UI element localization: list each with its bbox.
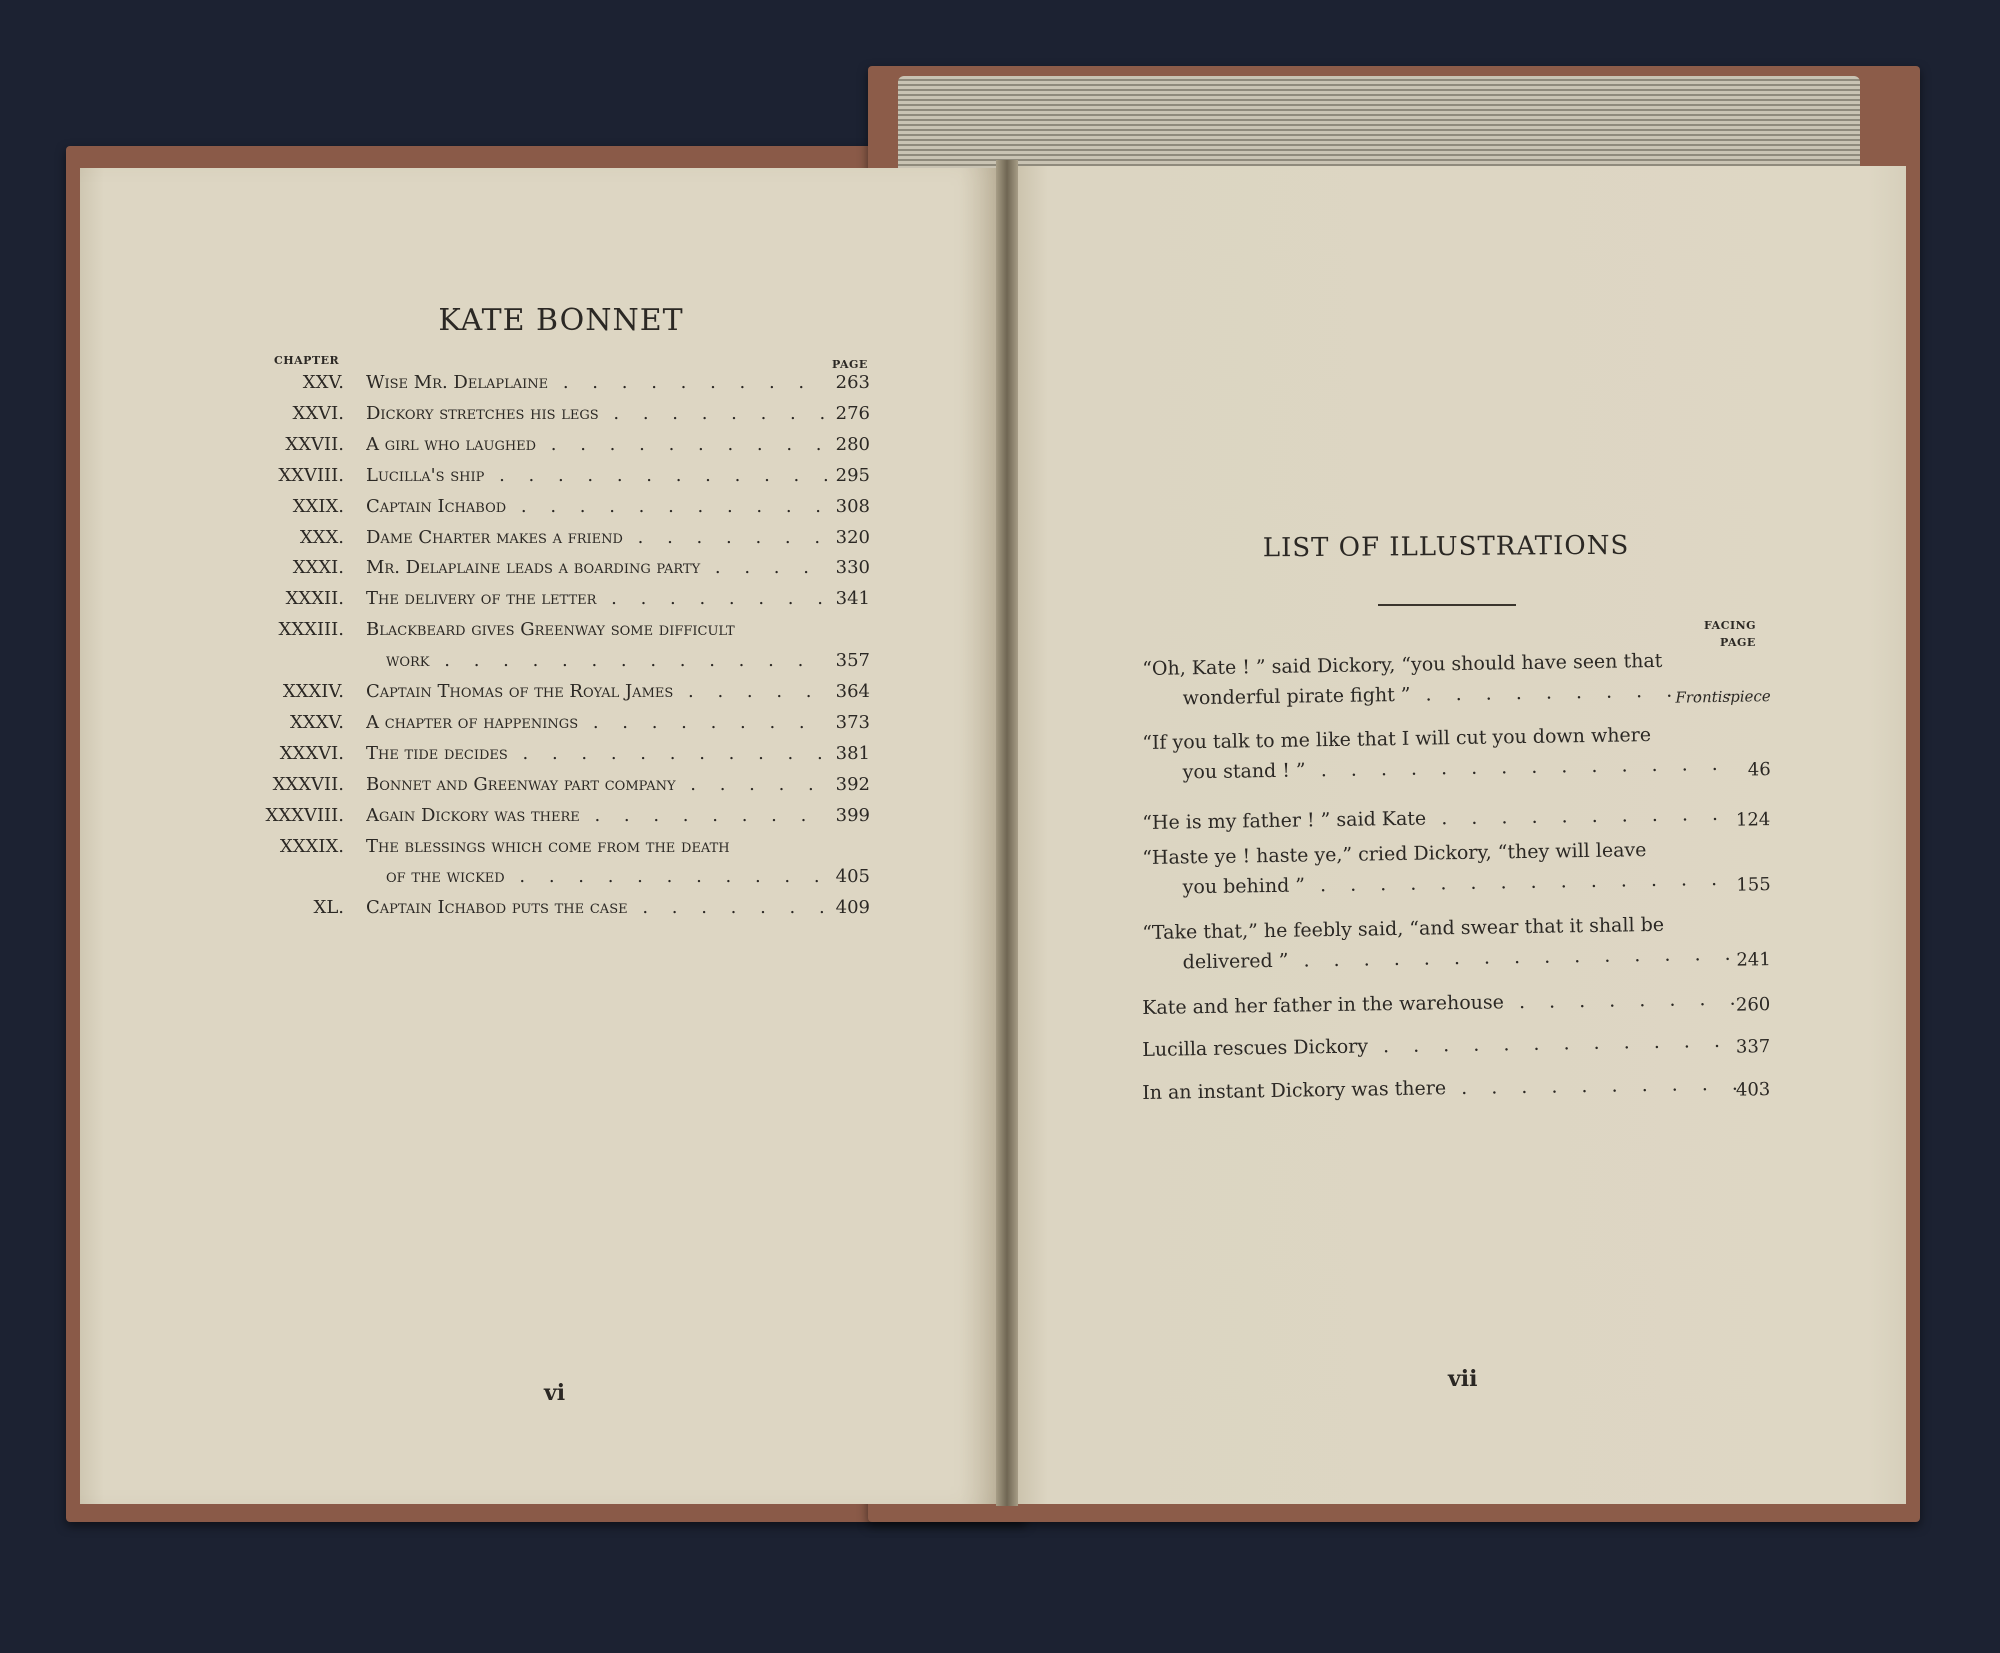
illustration-page: Frontispiece (1675, 687, 1771, 707)
chapter-number: XXVIII. (278, 464, 344, 486)
illustrations-title: LIST OF ILLUSTRATIONS (1262, 530, 1630, 564)
chapter-title: Again Dickory was there . . . (366, 802, 828, 830)
chapter-column-label: CHAPTER (274, 354, 340, 367)
toc-row (240, 833, 880, 861)
illustration-caption-cont: you stand ! ” . . . (1142, 749, 1742, 788)
illustration-page: 46 (1747, 759, 1771, 781)
chapter-number: XXV. (302, 372, 344, 393)
illustration-caption: Lucilla rescues Dickory . . . (1142, 1026, 1742, 1065)
chapter-page: 399 (835, 804, 870, 826)
toc-row (240, 585, 880, 613)
chapter-number: XXXIX. (279, 835, 344, 857)
chapter-number: XXX. (299, 526, 344, 548)
illustration-caption: Kate and her father in the warehouse . . . (1142, 984, 1742, 1023)
toc-row (240, 400, 880, 428)
chapter-number: XXVII. (285, 433, 344, 455)
chapter-title: Dame Charter makes a friend . . . (366, 524, 828, 552)
toc-row (240, 554, 880, 582)
chapter-number: XXXIV. (282, 681, 344, 702)
chapter-title: A chapter of happenings . . . (366, 709, 828, 737)
illustration-caption: “If you talk to me like that I will cut you down where (1142, 724, 1652, 754)
toc-row (240, 369, 880, 397)
chapter-title: Wise Mr. Delaplaine . . . (366, 369, 828, 397)
toc-row (240, 771, 880, 799)
chapter-title: Lucilla's ship . . . (366, 462, 828, 490)
toc-row (240, 894, 880, 922)
illustration-caption-cont: wonderful pirate fight ” . . . (1142, 675, 1742, 714)
right-page-number: vii (1448, 1366, 1478, 1392)
toc-row (240, 863, 880, 891)
chapter-page: 405 (835, 866, 870, 888)
chapter-title: work . . . (386, 647, 828, 675)
toc-row (240, 493, 880, 521)
toc-row (240, 802, 880, 830)
chapter-title: The tide decides . . . (366, 740, 828, 768)
illustration-page: 260 (1735, 994, 1771, 1016)
chapter-number: XXXVIII. (265, 804, 344, 826)
chapter-page: 308 (835, 495, 870, 517)
chapter-number: XL. (313, 897, 344, 919)
chapter-title: The delivery of the letter . . . (366, 585, 828, 613)
book-title: KATE BONNET (438, 303, 684, 338)
chapter-page: 330 (835, 557, 870, 579)
chapter-number: XXVI. (292, 402, 344, 424)
page-column-label: PAGE (832, 358, 868, 371)
chapter-title: Bonnet and Greenway part company . . . (366, 771, 828, 799)
book-gutter (996, 160, 1018, 1506)
chapter-number: XXXI. (292, 557, 344, 579)
chapter-page: 276 (835, 402, 870, 424)
facing-label: FACING (1704, 619, 1757, 632)
illustration-caption: “He is my father ! ” said Kate . . . (1142, 799, 1742, 838)
chapter-page: 263 (835, 372, 870, 393)
chapter-page: 280 (835, 433, 870, 455)
chapter-page: 381 (835, 742, 870, 764)
illustration-item (1142, 908, 1773, 987)
illustration-item (1142, 833, 1773, 912)
illustration-item (1142, 644, 1773, 723)
chapter-title: Captain Ichabod puts the case . . . (366, 894, 828, 922)
illustration-page: 403 (1735, 1079, 1771, 1101)
illustration-caption-cont: you behind ” . . . (1142, 864, 1742, 903)
toc-row (240, 740, 880, 768)
chapter-title: Captain Thomas of the Royal James . . . (366, 678, 828, 706)
chapter-title: A girl who laughed . . . (366, 431, 828, 459)
toc-row (240, 647, 880, 675)
toc-row (240, 431, 880, 459)
chapter-number: XXXII. (285, 588, 344, 610)
chapter-page: 409 (835, 897, 870, 919)
toc-row (240, 462, 880, 490)
illustration-page: 241 (1736, 949, 1771, 971)
toc-row (240, 678, 880, 706)
chapter-title: Dickory stretches his legs . . . (366, 400, 828, 428)
illustration-caption-cont: delivered ” . . . (1142, 939, 1742, 978)
title-rule (1378, 604, 1516, 606)
chapter-number: XXIX. (292, 495, 344, 517)
chapter-page: 364 (835, 681, 870, 702)
chapter-page: 320 (835, 526, 870, 548)
chapter-number: XXXV. (289, 711, 344, 733)
chapter-page: 373 (835, 711, 870, 733)
illustration-page: 337 (1735, 1036, 1771, 1058)
chapter-title: Blackbeard gives Greenway some difficult (366, 619, 735, 641)
chapter-page: 392 (835, 773, 870, 795)
chapter-title: The blessings which come from the death (366, 835, 730, 857)
illustration-caption: “Haste ye ! haste ye,” cried Dickory, “they will leave (1142, 839, 1647, 869)
chapter-number: XXXIII. (278, 619, 344, 641)
illustration-item (1142, 718, 1773, 797)
chapter-title: Captain Ichabod . . . (366, 493, 828, 521)
page-edges (898, 76, 1860, 171)
facing-page-label: PAGE (1720, 636, 1756, 649)
illustration-page: 124 (1735, 809, 1771, 831)
chapter-number: XXXVI. (279, 742, 344, 764)
chapter-title: of the wicked . . . (386, 863, 828, 891)
toc-row (240, 616, 880, 644)
chapter-page: 295 (835, 464, 870, 486)
toc-row (240, 709, 880, 737)
illustration-caption: “Take that,” he feebly said, “and swear that it shall be (1142, 913, 1665, 944)
chapter-page: 357 (835, 650, 870, 672)
illustration-page: 155 (1736, 874, 1771, 896)
illustration-caption: In an instant Dickory was there . . . (1142, 1069, 1742, 1108)
left-page-number: vi (544, 1380, 566, 1406)
chapter-number: XXXVII. (272, 773, 344, 795)
chapter-title: Mr. Delaplaine leads a boarding party . . . (366, 554, 828, 582)
toc-row (240, 524, 880, 552)
chapter-page: 341 (835, 588, 870, 610)
illustration-caption: “Oh, Kate ! ” said Dickory, “you should have seen that (1142, 649, 1663, 680)
